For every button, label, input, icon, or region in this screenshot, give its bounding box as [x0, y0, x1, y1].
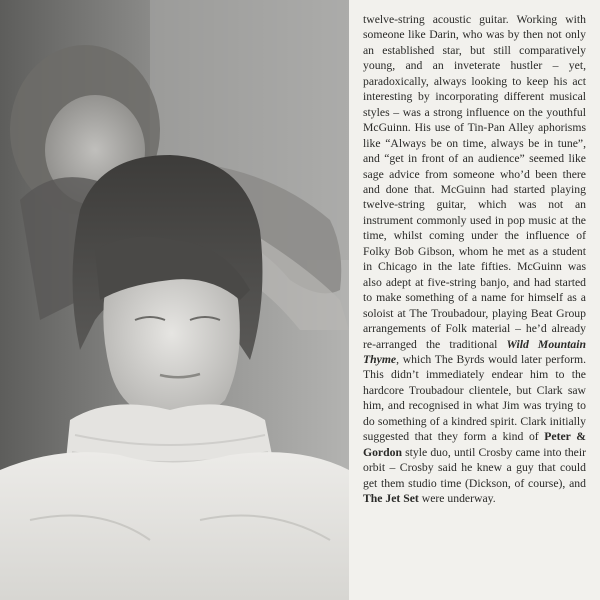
article-text-segment-4: were underway.	[418, 492, 496, 506]
article-text-segment-3: style duo, until Crosby came into their orbit – Crosby said he knew a guy that could get them studio time (Dickson, of course), and	[363, 445, 586, 490]
band-name: The Jet Set	[363, 492, 419, 506]
article-text-segment-2: , which The Byrds would later perform. This didn’t immediately endear him to the hardcore Troubadour clientele, but Clark saw him, and recognised in what Jim was trying to do something of a kindred spirit. Clark initially suggested that they form a kind of	[363, 352, 586, 444]
song-title: Wild Mountain Thyme	[363, 337, 586, 366]
article-text	[363, 12, 586, 507]
duo-name: Peter & Gordon	[363, 430, 586, 459]
article-paragraph	[363, 12, 586, 507]
article-text-segment-1: twelve-string acoustic guitar. Working with someone like Darin, who was by then not only an established star, but still comparatively young, and an inveterate hustler – yet, paradoxically, always looking to keep his act interesting by incorporating different musical styles – was a strong influence on the youthful McGuinn. His use of Tin-Pan Alley aphorisms like “Always be on time, always be in tune”, and “get in front of an audience” seemed like sage advice from someone who’d been there and done that. McGuinn had started playing twelve-string guitar, which was not an instrument commonly used in pop music at the time, whilst coming under the influence of Folky Bob Gibson, whom he met as a student in Chicago in the late fifties. McGuinn was also adept at five-string banjo, and had started to make something of a name for himself as a soloist at The Troubadour, playing Beat Group arrangements of Folk material – he’d already re-arranged the traditional	[363, 13, 586, 351]
